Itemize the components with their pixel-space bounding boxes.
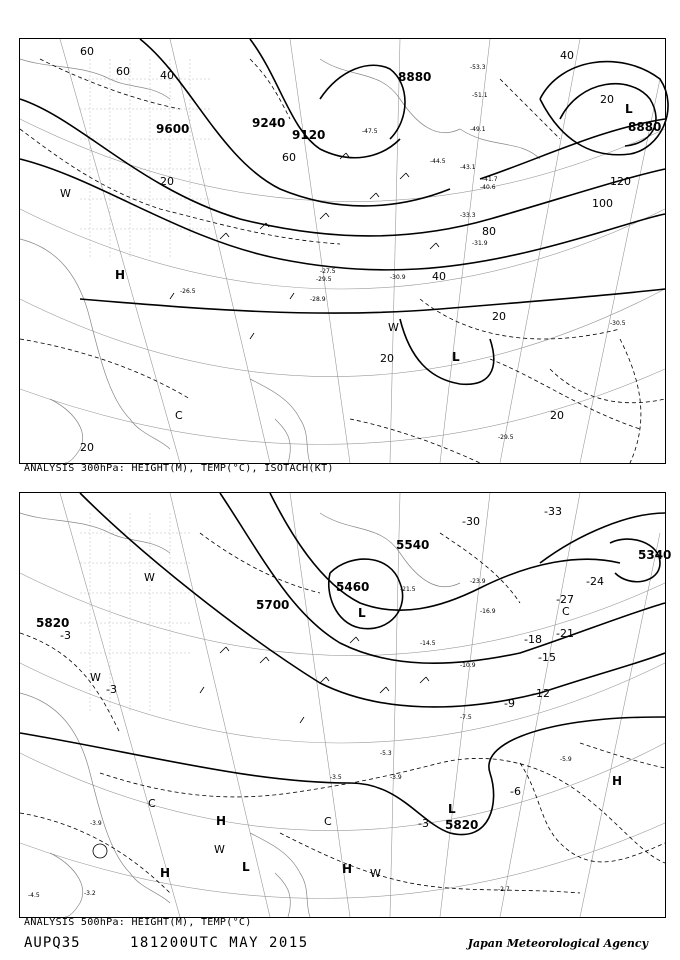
temp-sample: -5.3 — [380, 750, 392, 757]
temp-sample: -14.5 — [420, 640, 436, 647]
center-warm-b: W — [388, 321, 399, 334]
wind-barbs-500 — [93, 637, 429, 858]
map-panel-500hpa — [19, 492, 672, 918]
temp-sample: -29.5 — [316, 276, 332, 283]
center-high-d: H — [342, 862, 353, 876]
isotach-label-60-c: 60 — [282, 151, 296, 164]
center-high: H — [115, 268, 126, 282]
isotherm-label-minus9: -9 — [504, 697, 515, 710]
map-500hpa-svg — [20, 493, 672, 917]
temp-sample: -41.7 — [482, 176, 498, 183]
temp-sample: -33.3 — [460, 212, 476, 219]
map-panel-300hpa — [19, 38, 666, 464]
temp-sample: -30.5 — [610, 320, 626, 327]
coastlines — [20, 513, 460, 917]
center-high-c: H — [612, 774, 623, 788]
isotach-label-60-a: 60 — [80, 45, 94, 58]
height-label-9600: 9600 — [156, 122, 190, 136]
height-contours-500 — [20, 493, 665, 835]
center-warm-c: W — [214, 843, 225, 856]
temp-sample: -40.6 — [480, 184, 496, 191]
temp-sample: -47.5 — [362, 128, 378, 135]
height-label-8880-a: 8880 — [398, 70, 432, 84]
hatched-region — [80, 59, 210, 259]
temp-sample: -30.9 — [390, 274, 406, 281]
center-cold-a: C — [148, 797, 156, 810]
temp-sample: -10.9 — [460, 662, 476, 669]
height-label-5460: 5460 — [336, 580, 370, 594]
center-warm-d: W — [370, 867, 381, 880]
height-label-5540: 5540 — [396, 538, 430, 552]
temp-sample: -51.1 — [472, 92, 488, 99]
isotach-label-120: 120 — [610, 175, 631, 188]
temp-sample: -5.9 — [560, 756, 572, 763]
isotach-label-20-d: 20 — [550, 409, 564, 422]
isotach-label-80: 80 — [482, 225, 496, 238]
temp-sample: -53.3 — [470, 64, 486, 71]
temp-sample: -28.9 — [310, 296, 326, 303]
latlon-grid — [20, 39, 665, 463]
isotach-label-40-c: 40 — [560, 49, 574, 62]
isotherm-label-minus18: -18 — [524, 633, 542, 646]
temp-sample: -16.9 — [480, 608, 496, 615]
height-label-5820-a: 5820 — [36, 616, 70, 630]
height-label-5340: 5340 — [638, 548, 672, 562]
isotherm-label-minus3-b: -3 — [106, 683, 117, 696]
temp-sample: -43.1 — [460, 164, 476, 171]
center-high-b: H — [160, 866, 171, 880]
isotach-label-20-f: 20 — [600, 93, 614, 106]
caption-300hpa: ANALYSIS 300hPa: HEIGHT(M), TEMP(°C), ISOTACH(KT) — [24, 463, 334, 474]
isotach-label-20-a: 20 — [80, 441, 94, 454]
center-low-a: L — [242, 860, 250, 874]
isotherm-label-minus21: -21 — [556, 627, 574, 640]
temp-sample: -23.9 — [470, 578, 486, 585]
height-label-5820-b: 5820 — [445, 818, 479, 832]
isotherm-label-minus33: -33 — [544, 505, 562, 518]
isotach-label-20-e: 20 — [160, 175, 174, 188]
center-cold: C — [175, 409, 183, 422]
temp-sample: -7.5 — [460, 714, 472, 721]
temp-sample: -29.5 — [498, 434, 514, 441]
temp-sample: -3.9 — [390, 774, 402, 781]
isotach-label-20-c: 20 — [492, 310, 506, 323]
center-low-b: L — [625, 102, 633, 116]
center-low-a: L — [452, 350, 460, 364]
isotach-label-40-b: 40 — [160, 69, 174, 82]
isotach-contours-300 — [20, 59, 665, 463]
temp-sample: -3.2 — [84, 890, 96, 897]
agency-name: Japan Meteorological Agency — [467, 937, 648, 950]
height-label-5700: 5700 — [256, 598, 290, 612]
temp-sample: -31.9 — [472, 240, 488, 247]
temp-sample: -2.7 — [498, 886, 510, 893]
isotherm-label-minus6: -6 — [510, 785, 521, 798]
height-label-9120: 9120 — [292, 128, 326, 142]
isotherm-label-minus15: -15 — [538, 651, 556, 664]
center-cold-c: C — [562, 605, 570, 618]
isotach-label-60-b: 60 — [116, 65, 130, 78]
center-low-b: L — [448, 802, 456, 816]
temp-sample: -3.5 — [330, 774, 342, 781]
center-high-a: H — [216, 814, 227, 828]
latlon-grid — [20, 493, 665, 917]
temp-sample: -49.1 — [470, 126, 486, 133]
chart-code: AUPQ35 — [24, 935, 81, 951]
height-label-8880-b: 8880 — [628, 120, 662, 134]
isotherm-label-minus12: -12 — [532, 687, 550, 700]
center-warm-b: W — [90, 671, 101, 684]
center-cold-b: C — [324, 815, 332, 828]
temp-sample: -21.5 — [400, 586, 416, 593]
isotach-label-20-b: 20 — [380, 352, 394, 365]
isotherm-label-minus30: -30 — [462, 515, 480, 528]
isotherm-label-minus3-a: -3 — [60, 629, 71, 642]
caption-500hpa: ANALYSIS 500hPa: HEIGHT(M), TEMP(°C) — [24, 917, 252, 928]
isotherm-label-minus3-c: -3 — [418, 817, 429, 830]
center-low-c: L — [358, 606, 366, 620]
height-contours-300 — [20, 39, 668, 384]
isotherm-label-minus27: -27 — [556, 593, 574, 606]
isotherm-label-minus24: -24 — [586, 575, 604, 588]
isotach-label-40-a: 40 — [432, 270, 446, 283]
temp-sample: -26.5 — [180, 288, 196, 295]
center-warm-a: W — [60, 187, 71, 200]
temp-sample: -27.5 — [320, 268, 336, 275]
height-label-9240: 9240 — [252, 116, 286, 130]
isotach-label-100: 100 — [592, 197, 613, 210]
temp-sample: -44.5 — [430, 158, 446, 165]
valid-time: 181200UTC MAY 2015 — [130, 935, 309, 951]
center-warm-a: W — [144, 571, 155, 584]
temp-sample: -4.5 — [28, 892, 40, 899]
temp-sample: -3.9 — [90, 820, 102, 827]
map-300hpa-svg — [20, 39, 665, 463]
